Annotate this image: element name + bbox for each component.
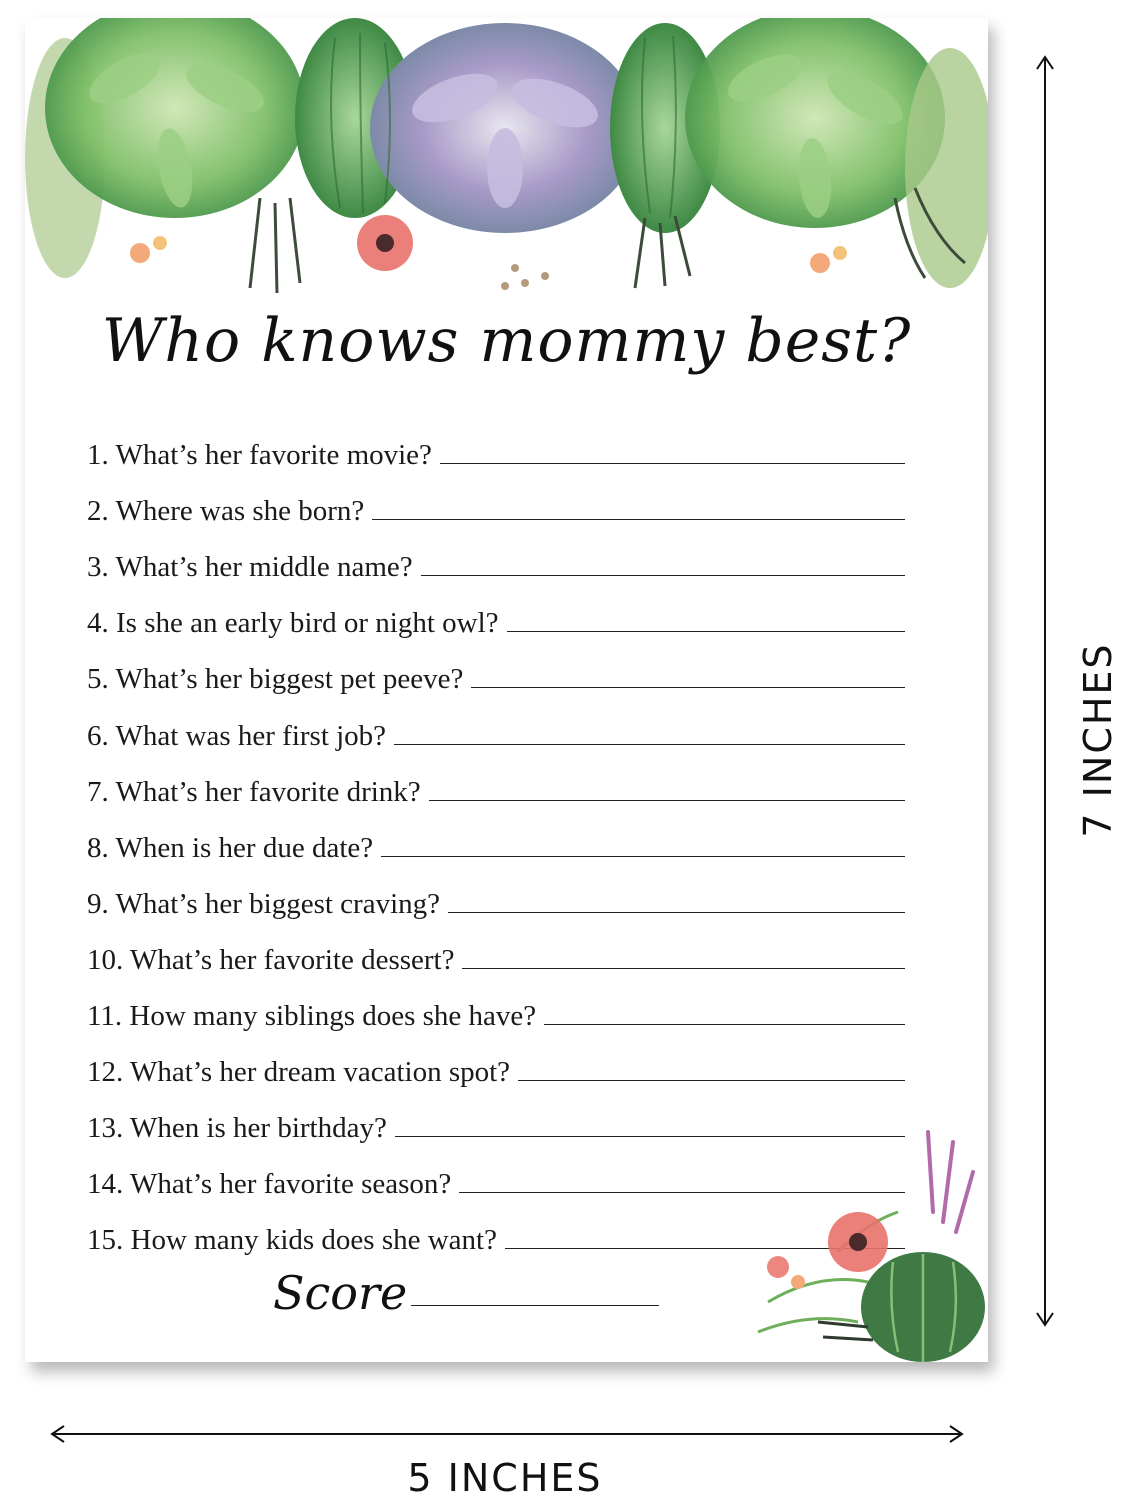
question-label: 6. What was her first job? bbox=[87, 719, 387, 752]
answer-line[interactable] bbox=[471, 687, 905, 688]
question-row bbox=[87, 474, 905, 530]
question-label: 15. How many kids does she want? bbox=[87, 1224, 497, 1257]
question-row bbox=[87, 642, 905, 698]
question-row bbox=[87, 530, 905, 586]
question-row bbox=[87, 755, 905, 811]
answer-line[interactable] bbox=[421, 575, 905, 576]
answer-line[interactable] bbox=[507, 631, 905, 632]
score-row bbox=[273, 1266, 659, 1320]
score-line[interactable] bbox=[411, 1305, 659, 1306]
question-label: 2. Where was she born? bbox=[87, 495, 365, 528]
answer-line[interactable] bbox=[429, 800, 905, 801]
answer-line[interactable] bbox=[372, 519, 905, 520]
height-dimension-label: 7 INCHES bbox=[1076, 642, 1120, 838]
width-dimension-arrow bbox=[50, 1425, 964, 1443]
question-label: 10. What’s her favorite dessert? bbox=[87, 943, 455, 976]
answer-line[interactable] bbox=[394, 744, 905, 745]
question-label: 14. What’s her favorite season? bbox=[87, 1168, 452, 1201]
question-row bbox=[87, 923, 905, 979]
page-title: Who knows mommy best? bbox=[101, 306, 912, 376]
question-label: 8. When is her due date? bbox=[87, 831, 374, 864]
question-label: 1. What’s her favorite movie? bbox=[87, 439, 432, 472]
answer-line[interactable] bbox=[440, 463, 905, 464]
question-label: 11. How many siblings does she have? bbox=[87, 1000, 537, 1033]
question-label: 7. What’s her favorite drink? bbox=[87, 775, 421, 808]
question-label: 12. What’s her dream vacation spot? bbox=[87, 1056, 511, 1089]
question-row bbox=[87, 1035, 905, 1091]
question-label: 5. What’s her biggest pet peeve? bbox=[87, 663, 464, 696]
width-dimension-label: 5 INCHES bbox=[407, 1456, 603, 1500]
question-label: 3. What’s her middle name? bbox=[87, 551, 413, 584]
question-label: 4. Is she an early bird or night owl? bbox=[87, 607, 499, 640]
question-row bbox=[87, 811, 905, 867]
height-dimension-arrow bbox=[1036, 55, 1054, 1327]
question-row bbox=[87, 867, 905, 923]
question-row bbox=[87, 698, 905, 754]
succulent-floral-border-top bbox=[25, 18, 988, 318]
game-card bbox=[25, 18, 988, 1362]
question-label: 9. What’s her biggest craving? bbox=[87, 887, 440, 920]
succulent-floral-corner-bottom bbox=[728, 1122, 988, 1362]
score-label: Score bbox=[273, 1266, 408, 1320]
answer-line[interactable] bbox=[381, 856, 905, 857]
question-row bbox=[87, 418, 905, 474]
answer-line[interactable] bbox=[462, 968, 905, 969]
question-row bbox=[87, 586, 905, 642]
answer-line[interactable] bbox=[544, 1024, 905, 1025]
answer-line[interactable] bbox=[448, 912, 905, 913]
question-label: 13. When is her birthday? bbox=[87, 1112, 387, 1145]
answer-line[interactable] bbox=[518, 1080, 905, 1081]
question-row bbox=[87, 979, 905, 1035]
